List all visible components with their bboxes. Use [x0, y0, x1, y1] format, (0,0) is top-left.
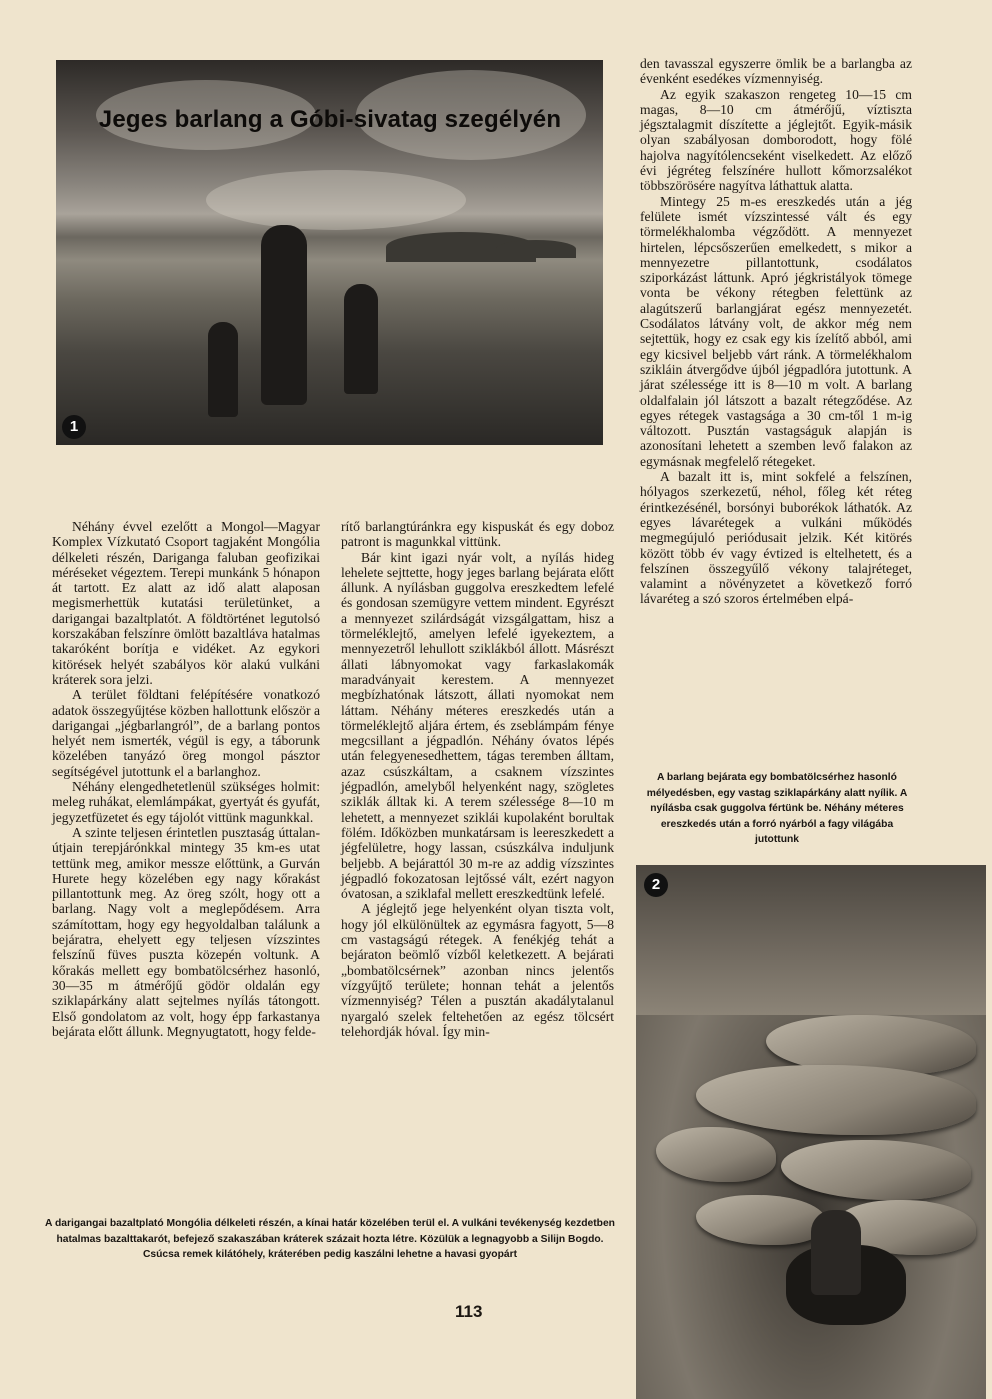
grass-area [636, 865, 986, 1015]
article-title: Jeges barlang a Góbi-sivatag szegélyén [98, 106, 562, 133]
photo-number-badge: 1 [62, 415, 86, 439]
paragraph: A jéglejtő jege helyenként olyan tiszta volt, hogy jól elkülönültek az egymásra fagyott, 5—8 cm vastagságú rétegek. A fenékjég tehát a bejáraton beömlő vízből keletkezett. A bejárati „bombatölcsérnek” azonban nincs jelentős vízgyűjtő területe; honnan tehát a jelentős vízmennyiség? Télen a pusztán akadálytalanul nyargaló szelek feltehetően az egész tölcsért telehordják hóval. Így min- [341, 901, 614, 1039]
paragraph: den tavasszal egyszerre ömlik be a barlangba az évenként esedékes vízmennyiség. [640, 56, 912, 87]
cloud-shape [206, 170, 466, 230]
paragraph: Bár kint igazi nyár volt, a nyílás hideg lehelete sejttette, hogy jeges barlang bejárata előtt állunk. A nyílásban guggolva ereszkedtem lefelé és gondosan szemügyre vettem mindent. Egyrészt a mennyezet szilárdságát vizsgálgattam, hisz a törmeléklejtő, amelyen lefelé igyekeztem, a mennyezetről lehullott sziklákból állott. Másrészt állati lábnyomokat vagy farkaslakomák maradványait kerestem. A mennyezet megbízhatónak látszott, állati nyomokat nem láttam. Néhány méteres ereszkedés után a törmeléklejtő aljára értem, és zseblámpám fénye megcsillant a jégpadlón. Néhány óvatos lépés után felegyenesedhettem, tágas teremben álltam, azaz csúszkáltam, a csaknem vízszintes jégpadlón, amelyből helyenként nagy, szögletes sziklák álltak ki. A terem szélessége 8—10 m lehetett, a mennyezet sziklái kupolaként borultak fölém. Időközben munkatársam is leereszkedett a jégfelületre, hogy lassan, csúszkálva induljunk beljebb. A bejárattól 30 m-re az addig vízszintes jégpadló fokozatosan lejtőssé vált, ezért nagyon óvatosan, a sziklafal mellett ereszkedtünk lefelé. [341, 549, 614, 902]
photo-number-badge: 2 [644, 873, 668, 897]
rock-slab [656, 1127, 776, 1182]
paragraph: Az egyik szakaszon rengeteg 10—15 cm magas, 8—10 cm átmérőjű, víztiszta jégsztalagmit díszítette a jéglejtőt. Egyik-másik olyan szabályosan domborodott, hogy fölé hajolva nagyítólencseként viselkedett. Az előző évi jégréteg felszínére hullott kőmorzsalékot többszörösére nagyítva láthattuk alatta. [640, 86, 912, 194]
child-figure [344, 284, 378, 394]
rock-slab [696, 1195, 826, 1245]
paragraph: Néhány elengedhetetlenül szükséges holmit: meleg ruhákat, elemlámpákat, gyertyát és gyufát, jegyzetfüzetet és egy tájolót vittünk magunkkal. [52, 779, 320, 825]
woman-figure [261, 225, 307, 405]
page-number: 113 [455, 1302, 483, 1321]
text-column-2 [341, 519, 614, 1039]
paragraph: A szinte teljesen érintetlen pusztaság úttalan-útjain terepjárónkkal mintegy 35 km-es utat tettünk meg, amikor messze előttünk, a Gurván Hurete hegy közelében egy nagy kőrakást pillantottunk meg. Az öreg szólt, hogy ott a barlang. Nagy volt a meglepődésem. Arra számítottam, hogy egy hegyoldalban találunk a bejáratra, ehelyett egy teljesen vízszintes felszínű füves puszta közepén voltunk. A kőrakás mellett egy bombatölcsérhez hasonló, 30—35 m átmérőjű gödör oldalán egy sziklapárkány alatt sejtelmes nyílás tátongott. Első gondolatom az volt, hogy épp farkastanya bejárata előtt állunk. Megnyugtatott, hogy felde- [52, 824, 320, 1039]
crater-hill [496, 240, 576, 258]
photo2-caption: A barlang bejárata egy bombatölcsérhez hasonló mélyedésben, egy vastag sziklapárkány alatt nyílik. A nyílásba csak guggolva fértünk be. Néhány méteres ereszkedés után a forró nyárból a fagy világába jutottunk [646, 772, 908, 845]
text-column-3 [640, 56, 912, 607]
photo-steppe-family [56, 60, 603, 445]
rock-slab [696, 1065, 976, 1135]
photo-cave-entrance [636, 865, 986, 1399]
child-figure [208, 322, 238, 417]
paragraph: Néhány évvel ezelőtt a Mongol—Magyar Komplex Vízkutató Csoport tagjaként Mongólia délkeleti részén, Dariganga faluban geofizikai méréseket végeztem. Terepi munkánk 5 hónapon át tartott. Ez alatt az idő alatt alaposan megismerhettük kutatási területünket, a darigangai bazaltplatót. A földtörténet legutolsó korszakában felszínre ömlött bazaltláva hatalmas takaróként borítja e vidéket. Az egykori kitörések helyét szabályos kör alakú vulkáni kráterek sora jelzi. [52, 519, 320, 687]
caver-figure [811, 1210, 861, 1295]
paragraph: A bazalt itt is, mint sokfelé a felszínen, hólyagos szerkezetű, néhol, főleg két réteg érintkezésénél, borsónyi buborékok láthatók. Az egyes lávarétegek a vulkáni működés megmegújuló periódusait jelzik. Két kitörés között több év vagy évtized is eltelhetett, és a felszínen összegyűlő vékony talajréteget, valamint a növényzetet a következő forró lávaréteg a szó szoros értelmében elpá- [640, 469, 912, 607]
paragraph: rítő barlangtúránkra egy kispuskát és egy doboz patront is magunkkal vittünk. [341, 519, 614, 550]
photo1-caption: A darigangai bazaltplató Mongólia délkeleti részén, a kínai határ közelében terül el. A vulkáni tevékenység kezdetben hatalmas bazalttakarót, befejező szakaszában kráterek százait hozta létre. Közülük a legnagyobb a Silijn Bogdo. Csúcsa remek kilátóhely, kráterében pedig kaszálni lehetne a havasi gyopárt [45, 1218, 615, 1260]
text-column-1 [52, 519, 320, 1039]
paragraph: A terület földtani felépítésére vonatkozó adatok összegyűjtése közben hallottunk először a darigangai „jégbarlangról”, de a barlang pontos helyét nem ismerték, végül is egy, a táborunk közelében tanyázó öreg mongol pásztor segítségével jutottunk el a barlanghoz. [52, 687, 320, 779]
paragraph: Mintegy 25 m-es ereszkedés után a jég felülete ismét vízszintessé vált és egy törmelékhalomba végződött. A mennyezet hirtelen, lépcsőszerűen emelkedett, s mikor a mennyezetre pillantottunk, csodálatos sziporkázást láttunk. Apró jégkristályok tömege vonta be vékony rétegben felettünk az alagútszerű barlangjárat egész mennyezetét. Csodálatos látvány volt, de akkor még nem sejtettük, hogy ez csak egy kis ízelítő abból, ami egy kicsivel beljebb várt ránk. A törmelékhalom szikláin átvergődve újból jégpadlóra jutottunk. A járat szélessége itt is 8—10 m volt. A barlang oldalfalain jól látszott a bazalt rétegződése. Az egyes rétegek vastagsága a 30 cm-től 1 m-ig változott. Pusztán vastagságuk alapján is azonosítani lehetett a szemben levő falakon az egymásnak megfelelő rétegeket. [640, 193, 912, 469]
rock-slab [781, 1140, 971, 1200]
